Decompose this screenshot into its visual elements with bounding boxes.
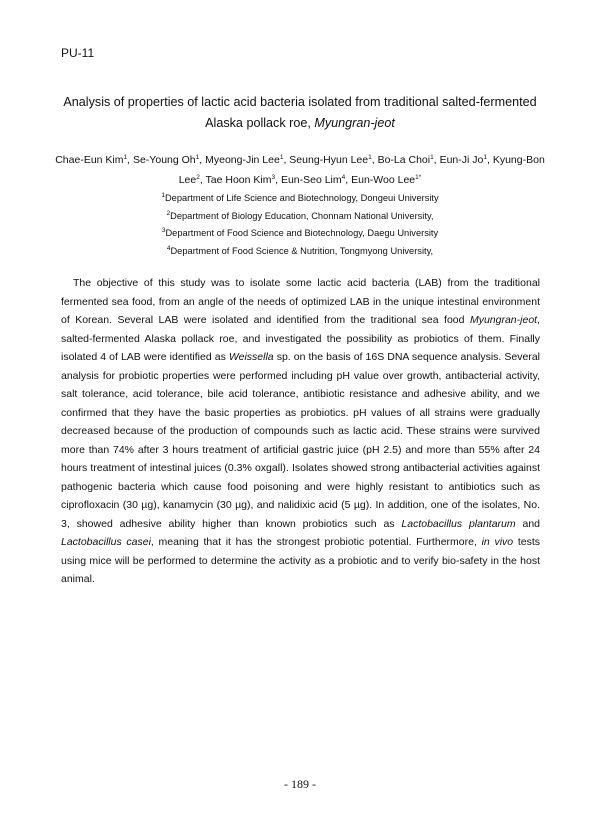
author-affiliation-mark: 2	[196, 174, 200, 181]
author-list: Chae-Eun Kim$^1$, Se-Young Oh$^1$, Myeong-Jin Lee$^1$, Seung-Hyun Lee$^1$, Bo-La Choi$^1$, Eun-Ji Jo$^1$, Kyung-Bon Lee$^2$, Tae Hoon Kim$^3$, Eun-Seo Lim$^4$, Eun-Woo Lee$^{1*}$	[55, 154, 545, 186]
abstract-text: and	[515, 517, 540, 530]
author: Eun-Ji Jo	[439, 154, 484, 166]
author-affiliation-mark: 1	[368, 154, 372, 161]
abstract-italic: Lactobacillus plantarum	[401, 517, 516, 530]
author: Chae-Eun Kim	[55, 154, 124, 166]
author-affiliation-mark: 1	[279, 154, 284, 161]
abstract-text: tests using mice will be performed to determine the activity as a probiotic and to verify bio-safety in the host animal.	[61, 536, 540, 585]
author-affiliation-mark: 1	[483, 154, 487, 161]
affiliation-mark: 1	[161, 192, 165, 199]
affiliation-text: Department of Life Science and Biotechnology, Dongeui University	[164, 193, 439, 203]
affiliation-text: Department of Food Science & Nutrition, Tongmyong University,	[170, 245, 434, 256]
affiliation-mark: 3	[161, 227, 166, 234]
author-affiliation-mark: 1*	[415, 174, 422, 181]
abstract-italic: Weissella	[228, 351, 274, 363]
affiliation	[60, 208, 540, 226]
affiliation-list	[60, 190, 540, 260]
affiliation	[60, 225, 540, 243]
page-number: - 189 -	[284, 777, 316, 791]
abstract-text: , salted-fermented Alaska pollack roe, and investigated the possibility as probiotics of them. Finally isolated 4 of LAB were identified as	[61, 314, 540, 363]
author-affiliation-mark: 1	[430, 154, 434, 161]
author: Kyung-Bon Lee	[178, 154, 545, 186]
author: Bo-La Choi	[377, 154, 431, 166]
abstract-text: , meaning that it has the strongest probiotic potential. Furthermore,	[150, 536, 482, 548]
affiliation	[60, 243, 540, 261]
paper-title	[40, 92, 560, 134]
author: Se-Young Oh	[132, 154, 196, 166]
affiliation-text: Department of Biology Education, Chonnam National University,	[170, 210, 434, 221]
affiliation	[60, 190, 540, 208]
abstract-body	[61, 274, 540, 589]
author: Tae Hoon Kim	[205, 174, 272, 186]
author-affiliation-mark: 1	[195, 154, 200, 161]
abstract-text: The objective of this study was to isolate some lactic acid bacteria (LAB) from the traditional fermented sea food, from an angle of the needs of optimized LAB in the unique intestinal environment of Korean. Several LAB were isolated and identified from the traditional sea food	[61, 277, 540, 326]
author-affiliation-mark: 3	[271, 174, 276, 181]
affiliation-mark: 4	[166, 244, 171, 252]
title-line-1: Analysis of properties of lactic acid bacteria isolated from traditional salted-fermented	[63, 95, 537, 109]
abstract-italic: in vivo	[481, 536, 514, 548]
affiliation-mark: 2	[166, 209, 171, 217]
title-line-2-italic: Myungran-jeot	[314, 116, 395, 130]
abstract-italic: Lactobacillus casei	[61, 536, 151, 548]
abstract-italic: Myungran-jeot	[469, 314, 538, 326]
author-affiliation-mark: 1	[123, 154, 128, 161]
author: Seung-Hyun Lee	[289, 154, 369, 166]
title-line-2-prefix: Alaska pollack roe,	[205, 116, 315, 130]
author: Myeong-Jin Lee	[205, 154, 280, 166]
author: Eun-Woo Lee	[351, 174, 416, 186]
author: Eun-Seo Lim	[280, 174, 342, 186]
author-affiliation-mark: 4	[341, 174, 346, 181]
abstract-text: sp. on the basis of 16S DNA sequence analysis. Several analysis for probiotic properties were performed including pH value over growth, antibacterial activity, salt tolerance, acid tolerance, bile acid tolerance, antibiotic resistance and adhesive ability, and we confirmed that they have the basic properties as probiotics. pH values of all strains were gradually decreased because of the production of compounds such as lactic acid. These strains were survived more than 74% after 3 hours treatment of artificial gastric juice (pH 2.5) and more than 55% after 24 hours treatment of intestinal juices (0.3% oxgall). Isolates showed strong antibacterial activities against pathogenic bacteria which cause food poisoning and were highly resistant to antibiotics such as ciprofloxacin (30 µg), kanamycin (30 µg), and nalidixic acid (5 µg). In addition, one of the isolates, No. 3, showed adhesive ability higher than known probiotics such as	[61, 351, 540, 530]
paper-code: PU-11	[61, 46, 95, 60]
affiliation-text: Department of Food Science and Biotechnology, Daegu University	[165, 228, 439, 238]
